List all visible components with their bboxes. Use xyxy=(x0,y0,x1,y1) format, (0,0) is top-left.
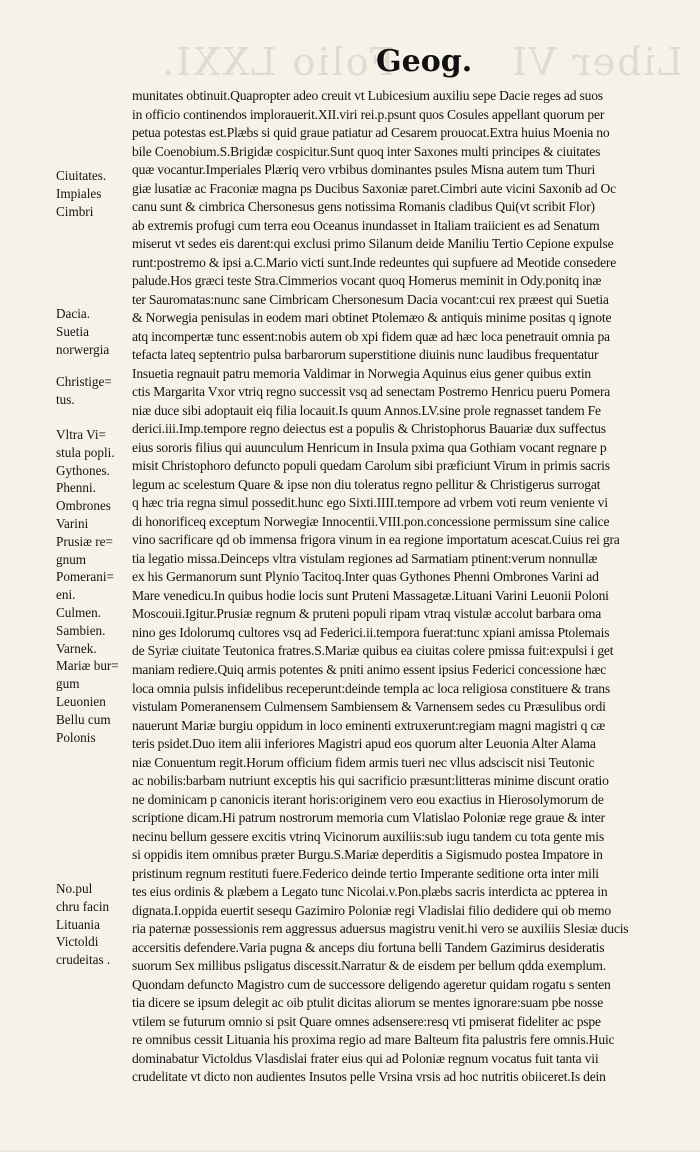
text-line: maniam rediere.Quiq armis potentes & pniti animo essent ipsius Federici concessione hæc xyxy=(132,661,607,677)
text-line: vtilem se futurum omnio si psit Quare omnes adsensere:resq vti pmiserat fideliter ac pspe xyxy=(132,1013,601,1029)
text-line: tia legatio missa.Deinceps vltra vistulam regiones ad Sarmatiam ptinent:verum nonnullæ xyxy=(132,550,598,566)
text-line: suorum Sex millibus psligatus discessit.Narratur & de eisdem per bellum qdda exemplum. xyxy=(132,958,606,974)
text-line: bile Coenobium.S.Brigidæ cospicitur.Sunt quoq inter Saxones multi principes & ciuitates xyxy=(132,143,601,159)
text-line: niæ Conuentum regit.Horum officium fidem armis tueri nec vllus adsciscit nisi Teutonic xyxy=(132,754,595,770)
margin-note-ciuitates xyxy=(56,167,132,220)
margin-note-line: Ombrones xyxy=(56,498,111,514)
margin-note-line: tus. xyxy=(56,391,75,407)
text-line: vistulam Pomeranensem Culmensem Sambiensem & Varnensem sedes cu Præsulibus ordi xyxy=(132,699,606,715)
text-line: giæ lusatiæ ac Fraconiæ magna ps Ducibus Saxoniæ paret.Cimbri aute vicini Saxonib ad Oc xyxy=(132,180,616,196)
text-line: niæ duce sibi adoptauit eiq filia locauit.Is quum Annos.LV.sine prole regnasset tandem Fe xyxy=(132,402,601,418)
text-line: petua potestas est.Plæbs si quid graue patiatur ad Cesarem prouocat.Extra huius Moenia no xyxy=(132,125,610,141)
text-line: de Syriæ ciuitate Teutonica fratres.S.Mariæ quibus ea ciuitas colere pmissa fuit:expulsi i get xyxy=(132,643,614,659)
text-line: & Norwegia penisulas in eodem mari obtinet Ptolemæo & antiquis minime positas q ignote xyxy=(132,310,612,326)
text-line: tefacta lateq septentrio pulsa barbarorum superstitione diuinis nunc laudibus frequentatur xyxy=(132,347,599,363)
margin-note-line: Pomerani= xyxy=(56,569,114,585)
text-line: quæ vocantur.Imperiales Plæriq vero vrbibus dominantes psules Misna autem tum Thuri xyxy=(132,162,596,178)
text-line: ac nobilis:barbam nutriunt exceptis his qui sacrificio præsunt:litteras minime discunt oratio xyxy=(132,773,609,789)
text-line: nauerunt Mariæ burgiu oppidum in loco eminenti extruxerunt:regiam magni magistri q cæ xyxy=(132,717,606,733)
margin-note-line: Culmen. xyxy=(56,604,102,620)
margin-note-line: eni. xyxy=(56,587,76,603)
margin-note-line: crudeitas . xyxy=(56,952,111,968)
text-line: ter Sauromatas:nunc sane Cimbricam Chersonesum Dacia vocant:cui rex præest qui Suetia xyxy=(132,291,609,307)
text-line: dignata.I.oppida euertit sesequ Gazimiro Poloniæ regi Vladislai filio dedidere qui ob memo xyxy=(132,902,611,918)
bleedthrough-right: Liber VI xyxy=(510,40,683,84)
margin-note-line: Suetia xyxy=(56,323,89,339)
margin-note-line: chru facin xyxy=(56,898,110,914)
margin-note-vltra-vistula xyxy=(56,426,132,746)
margin-note-line: Impiales xyxy=(56,185,102,201)
margin-note-line: Sambien. xyxy=(56,622,106,638)
text-line: pristinum regnum restituti fuere.Federico deinde tertio Imperante seditione orta inter mili xyxy=(132,865,599,881)
bleedthrough-left: Folio LXXI. xyxy=(160,40,395,84)
margin-note-lituania xyxy=(56,880,132,969)
text-line: scriptione dicam.Hi patrum nostrorum memoria cum Vlatislao Poloniæ rege graue & inter xyxy=(132,810,605,826)
margin-note-line: gum xyxy=(56,676,80,692)
text-line: tia dicere se ipsum delegit ac oib ptulit dicitas aliorum se mentes ignorare:suam pbe nosse xyxy=(132,995,604,1011)
text-line: ctis Margarita Vxor vtriq regno successit vsq ad senectam Postremo Henricu pueru Pomera xyxy=(132,384,611,400)
margin-note-line: Dacia. xyxy=(56,306,91,321)
margin-note-dacia xyxy=(56,305,132,358)
text-line: ria paternæ possessionis rem aggressus aduersus magistru venit.hi vero se auxiliis Slesiæ ducis xyxy=(132,921,629,937)
text-line: teris psidet.Duo item alii inferiores Magistri apud eos quorum alter Leuonia Alter Alama xyxy=(132,736,596,752)
text-line: atq incompertæ tunc essent:nobis autem ob xpi fidem quæ ad hæc loca penetrauit omnia pa xyxy=(132,328,610,344)
main-text-column xyxy=(132,87,682,1087)
text-line: in officio continendos implorauerit.XII.viri rei.p.psunt quos Cosules appellant quorum per xyxy=(132,106,605,122)
text-line: canu sunt & cimbrica Chersonesus gens notissima Romanis cladibus Qui(vt scribit Flor) xyxy=(132,199,595,215)
text-line: si oppidis item omnibus præter Burgu.S.Mariæ deperditis a Sigismudo postea Impatore in xyxy=(132,847,603,863)
margin-note-line: Varini xyxy=(56,515,89,531)
margin-note-line: Victoldi xyxy=(56,934,99,950)
text-line: derici.iii.Imp.tempore regno deiectus est a populis & Christophorus Bauariæ dux suffectus xyxy=(132,421,606,437)
margin-note-line: Lituania xyxy=(56,916,100,932)
margin-note-line: Prusiæ re= xyxy=(56,533,113,549)
text-line: ab extremis profugi cum terra eou Oceanus inundasset in Italiam traiicient es ad Senatum xyxy=(132,217,600,233)
text-line: munitates obtinuit.Quapropter adeo creuit vt Lubicesium auxiliu sepe Dacie reges ad suos xyxy=(132,88,603,103)
text-line: q hæc tria regna simul possedit.hunc ego Sixti.IIII.tempore ad vrbem voti reum veniente vi xyxy=(132,495,608,511)
text-line: legum ac scelestum Quare & ipse non diu toleratus regno pellitur & Christigerus surrogat xyxy=(132,476,601,492)
text-line: Quondam defuncto Magistro cum de successore deligendo ageretur quidam rogatu s senten xyxy=(132,976,611,992)
text-line: loca omnia pulsis infidelibus receperunt:deinde templa ac loca religiosa constituere & trans xyxy=(132,680,610,696)
text-line: necinu bellum gessere excitis vtrinq Vicinorum auxiliis:sub iugu tandem cu tota gente mis xyxy=(132,828,604,844)
margin-note-line: Christige= xyxy=(56,374,112,389)
margin-note-line: norwergia xyxy=(56,341,110,357)
text-line: misit Christophoro defuncto populi quedam Carolum sibi præficiunt Virum in primis sacris xyxy=(132,458,610,474)
text-line: crudelitate vt dicto non audientes Insutos pelle Vrsina vrsis ad hoc nutritis obiiceret.Is dein xyxy=(132,1069,606,1085)
text-line: di honorificeq exceptum Norwegiæ Innocentii.VIII.pon.concessione permissum sine calice xyxy=(132,513,610,529)
text-line: nino ges Idolorumq cultores vsq ad Federici.ii.tempora fuerat:tunc xpiani amissa Ptolemais xyxy=(132,624,610,640)
margin-note-line: Phenni. xyxy=(56,480,96,496)
text-line: dominabatur Victoldus Vlasdislai frater eius qui ad Poloniæ regnum vocatus fuit tanta vii xyxy=(132,1050,599,1066)
text-line: vino sacrificare qd ob immensa frigora vinum in ea regione importatum acescat.Cuius rei gra xyxy=(132,532,620,548)
margin-note-line: Gythones. xyxy=(56,462,110,478)
text-line: tes eius ordinis & plæbem a Legato tunc Nicolai.v.Pon.plæbs sacris interdicta ac ppterea in xyxy=(132,884,608,900)
text-line: accersitis defendere.Varia pugna & anceps diu fortuna belli Tandem Gazimirus desideratis xyxy=(132,939,605,955)
text-line: palude.Hos græci teste Stra.Cimmerios vocant quoq Homerus meminit in Ody.ponitq inæ xyxy=(132,273,602,289)
margin-note-line: Polonis xyxy=(56,729,96,745)
margin-note-line: Vltra Vi= xyxy=(56,427,106,442)
text-line: re omnibus cessit Lituania his proxima regio ad mare Balteum fita palustris fere omnis.Huic xyxy=(132,1032,615,1048)
margin-note-line: Cimbri xyxy=(56,203,94,219)
margin-note-line: Bellu cum xyxy=(56,711,111,727)
margin-note-line: Ciuitates. xyxy=(56,168,107,183)
margin-note-line: Mariæ bur= xyxy=(56,658,119,674)
text-line: eius sororis filius qui auunculum Henricum in Insula pxima qua Gothiam vocant regnare p xyxy=(132,439,607,455)
margin-note-line: Varnek. xyxy=(56,640,97,656)
text-line: Moscouii.Igitur.Prusiæ regnum & pruteni populi ripam vtraq vistulæ accolut barbara oma xyxy=(132,606,602,622)
running-header: Geog. xyxy=(376,44,473,79)
text-line: ex his Germanorum sunt Plynio Tacitoq.Inter quas Gythones Phenni Ombrones Varini ad xyxy=(132,569,599,585)
text-line: runt:postremo & ipsi a.C.Mario victi sunt.Inde redeuntes qui supfuere ad Meotide consedere xyxy=(132,254,617,270)
margin-note-line: stula popli. xyxy=(56,444,115,460)
margin-note-christigerus xyxy=(56,373,132,409)
margin-note-line: No.pul xyxy=(56,881,93,896)
text-line: miserut vt sedes eis darent:qui exclusi primo Silanum deide Maniliu Tertio Cepione expulse xyxy=(132,236,614,252)
text-line: Mare venedicu.In quibus hodie locis sunt Pruteni Massagetæ.Lituani Varini Leuonii Poloni xyxy=(132,587,609,603)
text-line: ne dominicam p canonicis iterant horis:originem vero eou exactius in Hierosolymorum de xyxy=(132,791,604,807)
text-line: Insuetia regnauit patru memoria Valdimar in Norwegia Aquinus eius gener quibus extin xyxy=(132,365,591,381)
margin-note-line: Leuonien xyxy=(56,693,106,709)
margin-note-line: gnum xyxy=(56,551,87,567)
